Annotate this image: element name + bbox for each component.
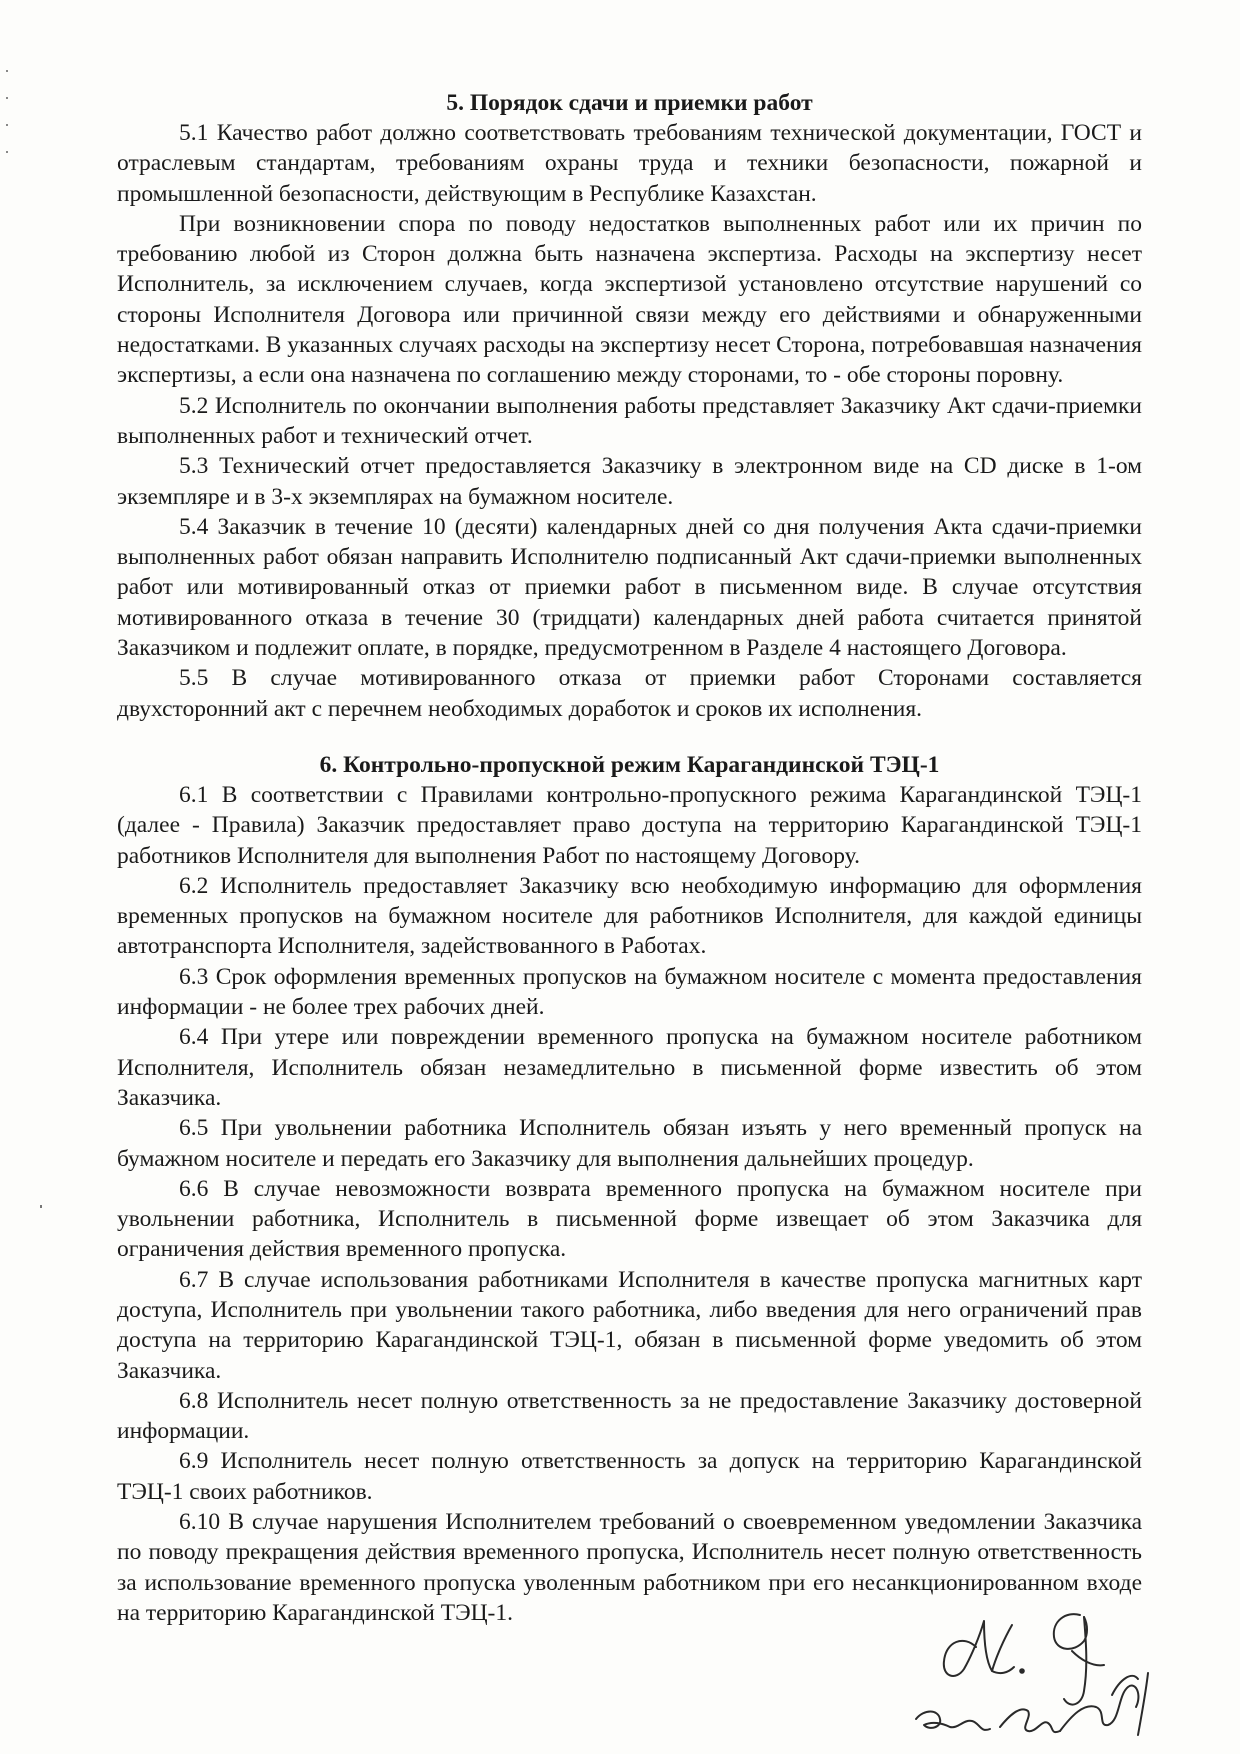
paragraph-6-3: 6.3 Срок оформления временных пропусков на бумажном носителе с момента предоставления информации - не более трех рабочих дней. — [117, 963, 1142, 1021]
paragraph-5-3: 5.3 Технический отчет предоставляется Заказчику в электронном виде на CD диске в 1-ом экземпляре и в 3-х экземплярах на бумажном носителе. — [117, 453, 1142, 510]
paragraph-5-4: 5.4 Заказчик в течение 10 (десяти) календарных дней со дня получения Акта сдачи-приемки выполненных работ обязан направить Исполнителю подписанный Акт сдачи-приемки выполненных работ или мотивированный отказ от приемки работ в письменном виде. В случае отсутствия мотивированного отказа в течение 30 (тридцати) календарных дней работа считается принятой Заказчиком и подлежит оплате, в порядке, предусмотренном в Разделе 4 настоящего Договора. — [117, 513, 1142, 662]
section-5-title: 5. Порядок сдачи и приемки работ — [446, 90, 813, 116]
paragraph-6-4: 6.4 При утере или повреждении временного пропуска на бумажном носителе работником Исполнителя, Исполнитель обязан незамедлительно в письменной форме известить об этом Заказчика. — [117, 1024, 1142, 1111]
paragraph-6-8: 6.8 Исполнитель несет полную ответственность за не предоставление Заказчику достоверной информации. — [117, 1387, 1142, 1445]
paragraph-6-6: 6.6 В случае невозможности возврата временного пропуска на бумажном носителе при увольнении работника, Исполнитель в письменной форме извещает об этом Заказчика для ограничения действия временного пропуска. — [117, 1175, 1142, 1263]
paragraph-6-7: 6.7 В случае использования работниками Исполнителя в качестве пропуска магнитных карт доступа, Исполнитель при увольнении такого работника, либо введения для него ограничений прав доступа на территорию Карагандинской ТЭЦ-1, обязан в письменной форме уведомить об этом Заказчика. — [117, 1266, 1142, 1384]
paragraph-5-2: 5.2 Исполнитель по окончании выполнения работы представляет Заказчику Акт сдачи-приемки выполненных работ и технический отчет. — [117, 392, 1142, 449]
paragraph-5-5: 5.5 В случае мотивированного отказа от приемки работ Сторонами составляется двухсторонний акт с перечнем необходимых доработок и сроков их исполнения. — [117, 665, 1142, 722]
paragraph-6-9: 6.9 Исполнитель несет полную ответственность за допуск на территорию Карагандинской ТЭЦ-1 своих работников. — [117, 1448, 1142, 1505]
handwritten-signature — [880, 1595, 1200, 1750]
paragraph-6-1: 6.1 В соответствии с Правилами контрольно-пропускного режима Карагандинской ТЭЦ-1 (далее - Правила) Заказчик предоставляет право доступа на территорию Карагандинской ТЭЦ-1 работников Исполнителя для выполнения Работ по настоящему Договору. — [117, 781, 1142, 869]
paragraph-5-1-dispute: При возникновении спора по поводу недостатков выполненных работ или их причин по требованию любой из Сторон должна быть назначена экспертиза. Расходы на экспертизу несет Исполнитель, за исключением случаев, когда экспертизой установлено отсутствие нарушений со стороны Исполнителя Договора или причинной связи между его действиями и обнаруженными недостатками. В указанных случаях расходы на экспертизу несет Сторона, потребовавшая назначения экспертизы, а если она назначена по соглашению между сторонами, то - обе стороны поровну. — [117, 210, 1142, 389]
document-body — [117, 88, 1142, 1628]
paragraph-6-10: 6.10 В случае нарушения Исполнителем требований о своевременном уведомлении Заказчика по поводу прекращения действия временного пропуска, Исполнитель несет полную ответственность за использование временного пропуска уволенным работником при его несанкционированном входе на территорию Карагандинской ТЭЦ-1. — [117, 1509, 1142, 1626]
paragraph-5-1: 5.1 Качество работ должно соответствовать требованиям технической документации, ГОСТ и отраслевым стандартам, требованиям охраны труда и техники безопасности, пожарной и промышленной безопасности, действующим в Республике Казахстан. — [117, 120, 1142, 207]
section-6-title: 6. Контрольно-пропускной режим Карагандинской ТЭЦ-1 — [319, 751, 940, 778]
paragraph-6-5: 6.5 При увольнении работника Исполнитель обязан изъять у него временный пропуск на бумажном носителе и передать его Заказчику для выполнения дальнейших процедур. — [117, 1115, 1142, 1172]
paragraph-6-2: 6.2 Исполнитель предоставляет Заказчику всю необходимую информацию для оформления временных пропусков на бумажном носителе для работников Исполнителя, для каждой единицы автотранспорта Исполнителя, задействованного в Работах. — [117, 872, 1142, 960]
scan-edge-marks — [6, 70, 12, 190]
scan-artifact — [40, 1205, 42, 1208]
